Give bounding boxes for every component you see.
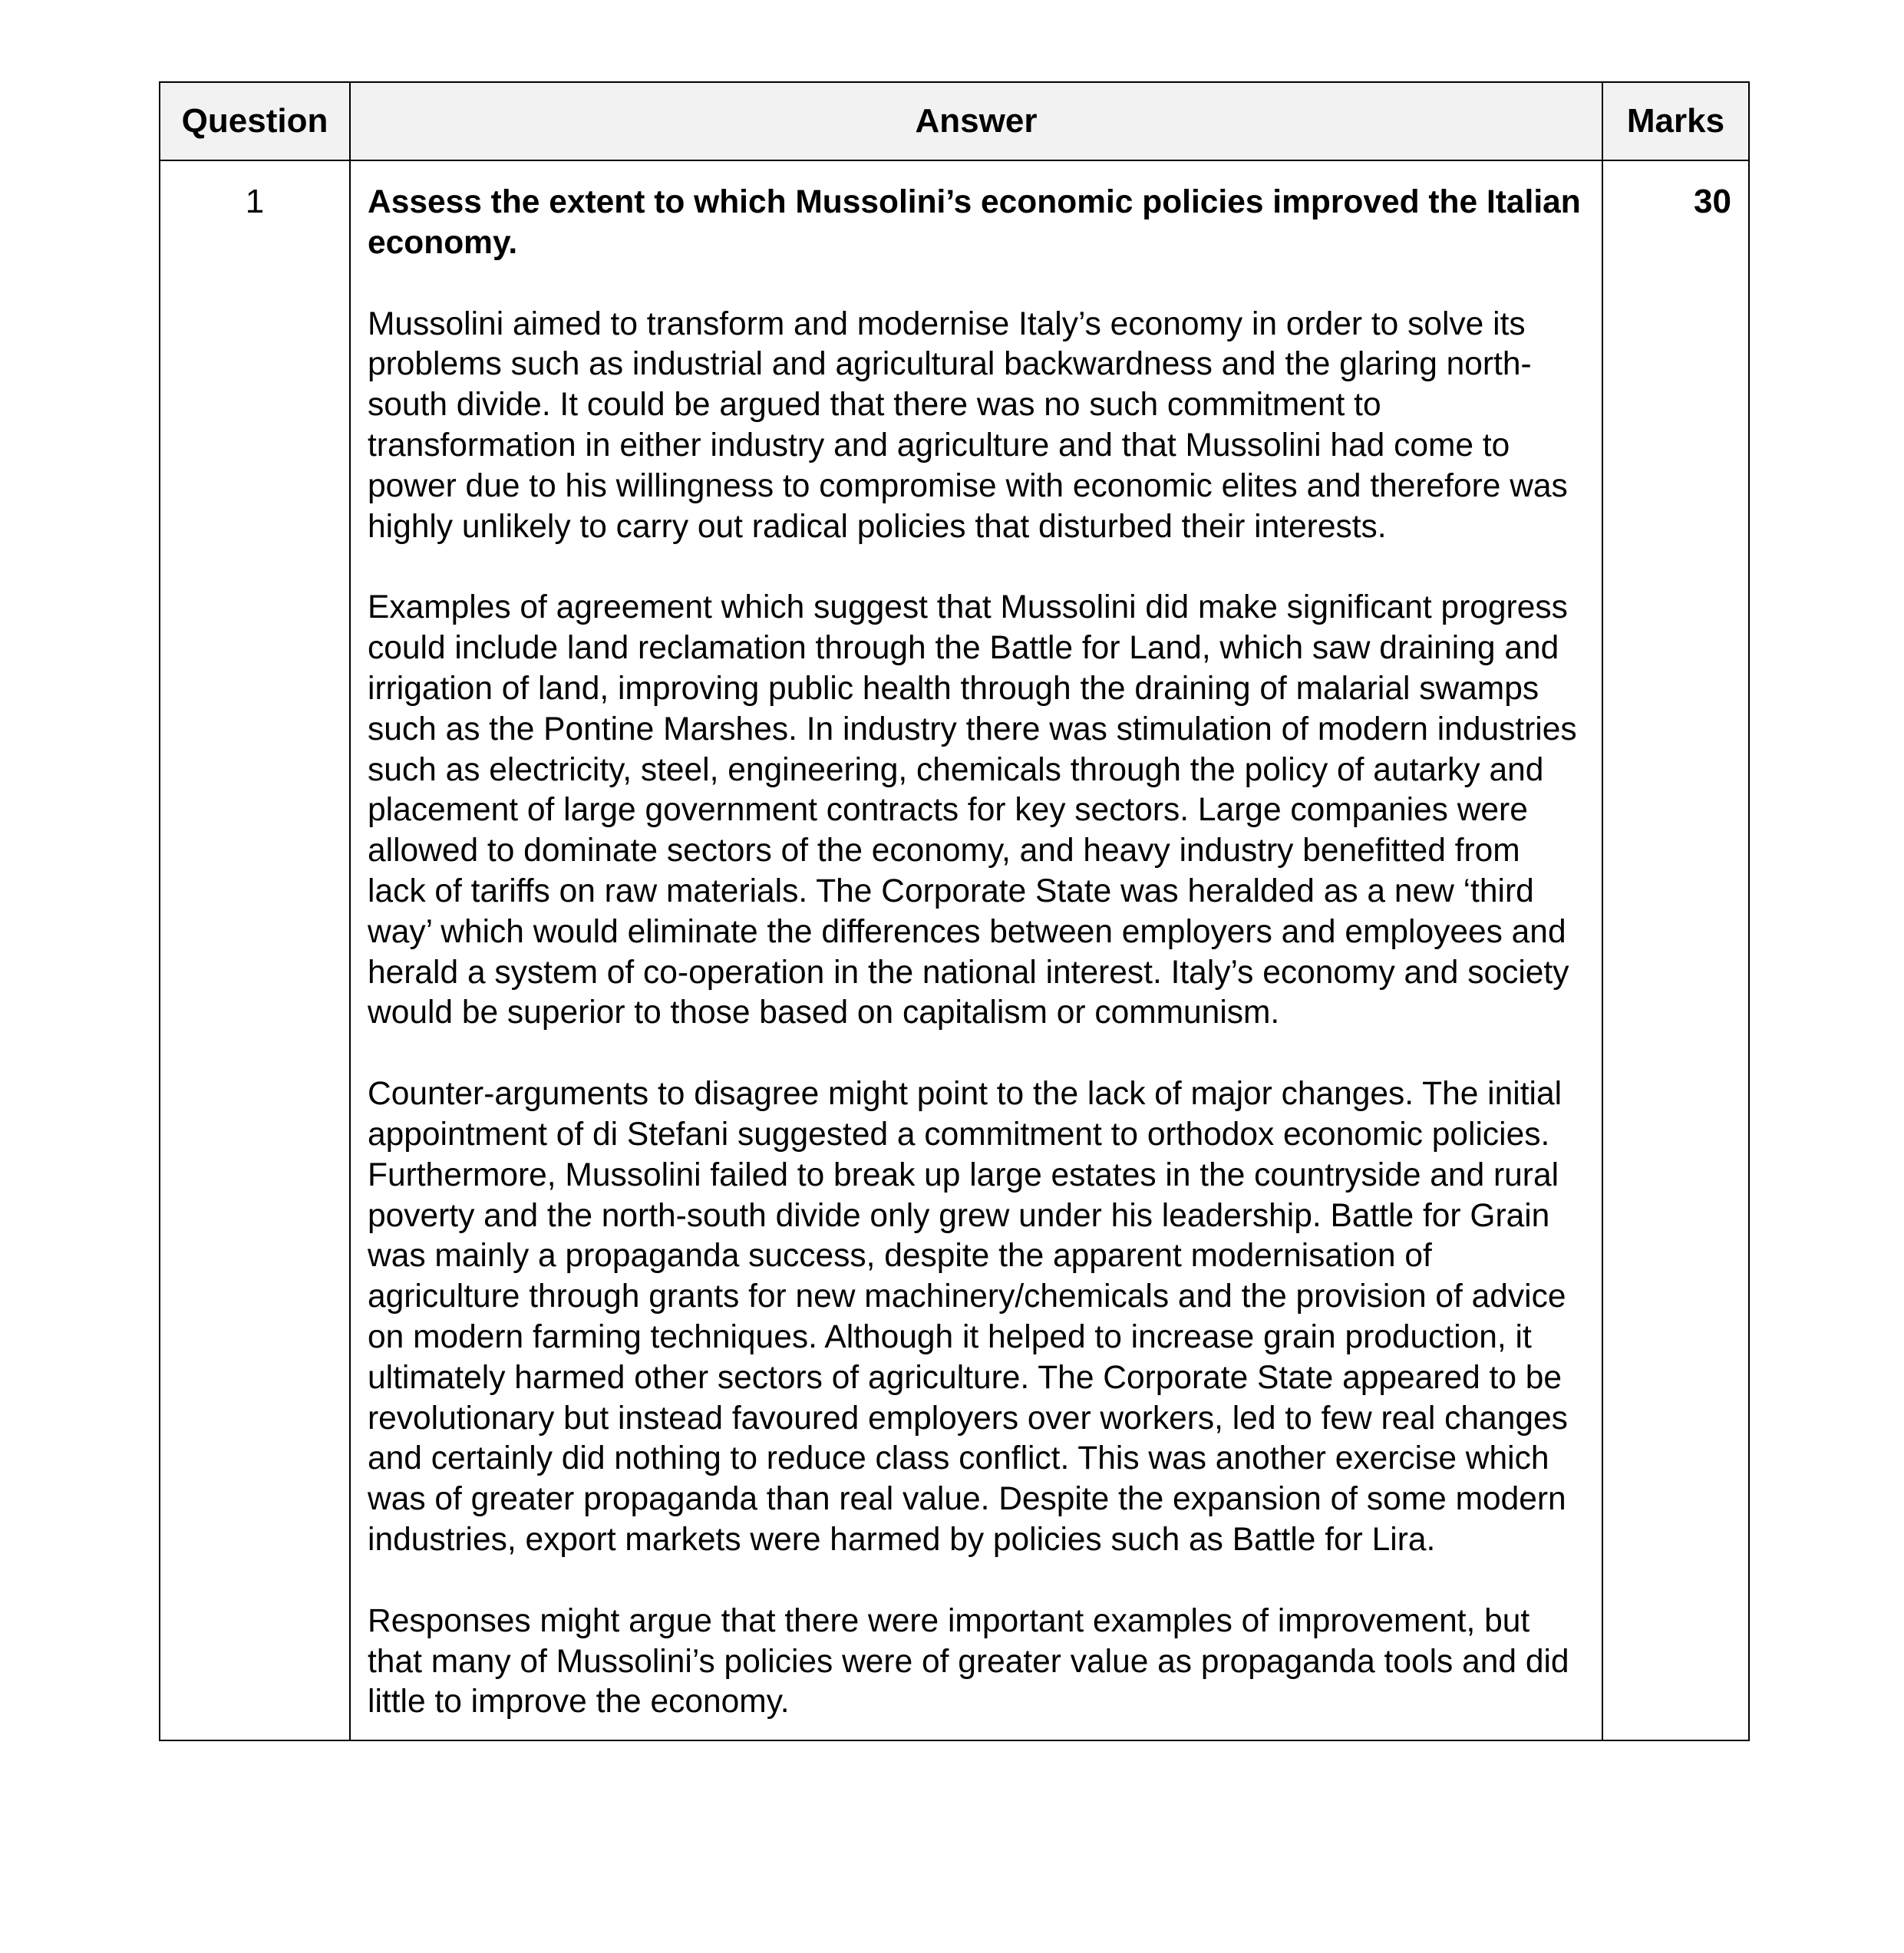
table-row: [160, 160, 1749, 1740]
column-header-question: Question: [160, 82, 350, 160]
answer-paragraph-agreement: Examples of agreement which suggest that Mussolini did make significant progress could include land reclamation through the Battle for Land, which saw draining and irrigation of land, improving public health through the draining of malarial swamps such as the Pontine Marshes. In industry there was stimulation of modern industries such as electricity, steel, engineering, chemicals through the policy of autarky and placement of large government contracts for key sectors. Large companies were allowed to dominate sectors of the economy, and heavy industry benefitted from lack of tariffs on raw materials. The Corporate State was heralded as a new ‘third way’ which would eliminate the differences between employers and employees and herald a system of co-operation in the national interest. Italy’s economy and society would be superior to those based on capitalism or communism.: [368, 589, 1577, 1031]
mark-scheme-table: [159, 81, 1750, 1741]
answer-paragraph-intro: Mussolini aimed to transform and modernise Italy’s economy in order to solve its problems such as industrial and agricultural backwardness and the glaring north-south divide. It could be argued that there was no such commitment to transformation in either industry and agriculture and that Mussolini had come to power due to his willingness to compromise with economic elites and therefore was highly unlikely to carry out radical policies that disturbed their interests.: [368, 305, 1568, 545]
column-header-answer: Answer: [350, 82, 1602, 160]
answer-paragraph-counter-arguments: Counter-arguments to disagree might point to the lack of major changes. The initial appointment of di Stefani suggested a commitment to orthodox economic policies. Furthermore, Mussolini failed to break up large estates in the countryside and rural poverty and the north-south divide only grew under his leadership. Battle for Grain was mainly a propaganda success, despite the apparent modernisation of agriculture through grants for new machinery/chemicals and the provision of advice on modern farming techniques. Although it helped to increase grain production, it ultimately harmed other sectors of agriculture. The Corporate State appeared to be revolutionary but instead favoured employers over workers, led to few real changes and certainly did nothing to reduce class conflict. This was another exercise which was of greater propaganda than real value. Despite the expansion of some modern industries, export markets were harmed by policies such as Battle for Lira.: [368, 1076, 1568, 1558]
answer-cell: [350, 160, 1602, 1740]
question-number: 1: [160, 160, 350, 1740]
question-text: Assess the extent to which Mussolini’s economic policies improved the Italian economy.: [368, 184, 1581, 261]
answer-paragraph-conclusion: Responses might argue that there were important examples of improvement, but that many of Mussolini’s policies were of greater value as propaganda tools and did little to improve the economy.: [368, 1602, 1569, 1720]
column-header-marks: Marks: [1602, 82, 1749, 160]
table-header-row: [160, 82, 1749, 160]
marks-value: 30: [1602, 160, 1749, 1740]
